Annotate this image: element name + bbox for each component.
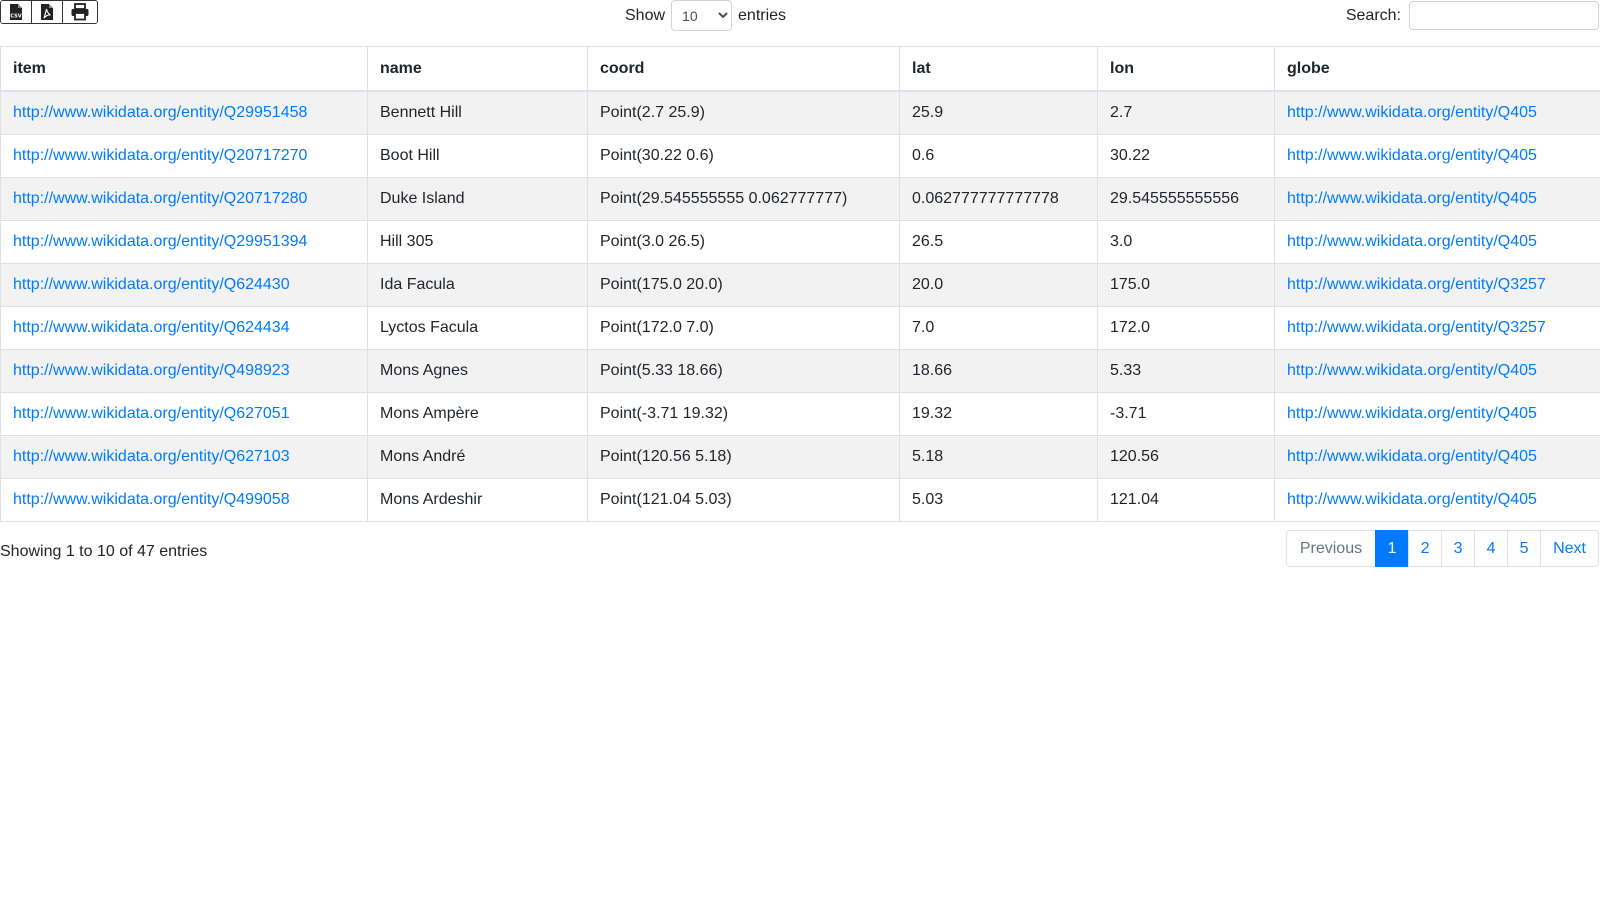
globe-cell — [1275, 91, 1600, 135]
item-cell — [1, 91, 368, 135]
name-cell: Mons Ardeshir — [368, 479, 588, 522]
globe-link[interactable]: http://www.wikidata.org/entity/Q405 — [1287, 405, 1537, 422]
item-cell — [1, 393, 368, 436]
lon-cell: 29.545555555556 — [1098, 178, 1275, 221]
table-row — [1, 307, 1600, 350]
item-cell — [1, 436, 368, 479]
coord-cell: Point(2.7 25.9) — [588, 91, 900, 135]
lat-cell: 0.062777777777778 — [900, 178, 1098, 221]
item-cell — [1, 221, 368, 264]
item-link[interactable]: http://www.wikidata.org/entity/Q498923 — [13, 362, 290, 379]
globe-link[interactable]: http://www.wikidata.org/entity/Q3257 — [1287, 319, 1546, 336]
lat-cell: 25.9 — [900, 91, 1098, 135]
globe-link[interactable]: http://www.wikidata.org/entity/Q405 — [1287, 362, 1537, 379]
name-cell: Hill 305 — [368, 221, 588, 264]
lat-cell: 5.18 — [900, 436, 1098, 479]
lat-cell: 18.66 — [900, 350, 1098, 393]
table-row — [1, 436, 1600, 479]
lon-cell: -3.71 — [1098, 393, 1275, 436]
top-toolbar — [0, 0, 1600, 34]
export-button-group — [0, 0, 98, 24]
file-csv-icon — [8, 3, 24, 21]
item-link[interactable]: http://www.wikidata.org/entity/Q29951394 — [13, 233, 308, 250]
name-cell: Ida Facula — [368, 264, 588, 307]
column-header-lat[interactable]: lat — [900, 47, 1098, 92]
item-link[interactable]: http://www.wikidata.org/entity/Q499058 — [13, 491, 290, 508]
page-length-select[interactable] — [671, 0, 732, 31]
item-link[interactable]: http://www.wikidata.org/entity/Q20717270 — [13, 147, 308, 164]
lat-cell: 26.5 — [900, 221, 1098, 264]
globe-link[interactable]: http://www.wikidata.org/entity/Q405 — [1287, 147, 1537, 164]
table-info-text: Showing 1 to 10 of 47 entries — [0, 543, 208, 560]
coord-cell: Point(121.04 5.03) — [588, 479, 900, 522]
coord-cell: Point(120.56 5.18) — [588, 436, 900, 479]
name-cell: Bennett Hill — [368, 91, 588, 135]
name-cell: Mons Ampère — [368, 393, 588, 436]
csv-export-button[interactable] — [1, 1, 32, 23]
file-pdf-icon — [39, 3, 55, 21]
coord-cell: Point(175.0 20.0) — [588, 264, 900, 307]
globe-cell — [1275, 178, 1600, 221]
lat-cell: 20.0 — [900, 264, 1098, 307]
column-header-lon[interactable]: lon — [1098, 47, 1275, 92]
lon-cell: 5.33 — [1098, 350, 1275, 393]
item-link[interactable]: http://www.wikidata.org/entity/Q624430 — [13, 276, 290, 293]
pdf-export-button[interactable] — [32, 1, 63, 23]
item-link[interactable]: http://www.wikidata.org/entity/Q20717280 — [13, 190, 308, 207]
name-cell: Mons Agnes — [368, 350, 588, 393]
item-cell — [1, 307, 368, 350]
pagination-page-5[interactable]: 5 — [1507, 530, 1541, 567]
globe-cell — [1275, 135, 1600, 178]
column-header-name[interactable]: name — [368, 47, 588, 92]
globe-link[interactable]: http://www.wikidata.org/entity/Q405 — [1287, 104, 1537, 121]
globe-cell — [1275, 479, 1600, 522]
table-row — [1, 350, 1600, 393]
coord-cell: Point(5.33 18.66) — [588, 350, 900, 393]
lon-cell: 30.22 — [1098, 135, 1275, 178]
entries-label: entries — [738, 6, 787, 24]
globe-link[interactable]: http://www.wikidata.org/entity/Q405 — [1287, 190, 1537, 207]
pagination-page-3[interactable]: 3 — [1441, 530, 1475, 567]
coord-cell: Point(29.545555555 0.062777777) — [588, 178, 900, 221]
lon-cell: 3.0 — [1098, 221, 1275, 264]
item-link[interactable]: http://www.wikidata.org/entity/Q624434 — [13, 319, 290, 336]
pagination-page-2[interactable]: 2 — [1408, 530, 1442, 567]
table-row — [1, 178, 1600, 221]
table-header-row — [1, 47, 1600, 92]
search-control — [1346, 0, 1599, 31]
pagination-page-4[interactable]: 4 — [1474, 530, 1508, 567]
item-cell — [1, 264, 368, 307]
coord-cell: Point(-3.71 19.32) — [588, 393, 900, 436]
pagination-page-1[interactable]: 1 — [1375, 530, 1409, 567]
globe-cell — [1275, 350, 1600, 393]
globe-cell — [1275, 307, 1600, 350]
globe-cell — [1275, 436, 1600, 479]
table-row — [1, 135, 1600, 178]
item-link[interactable]: http://www.wikidata.org/entity/Q627103 — [13, 448, 290, 465]
table-row — [1, 479, 1600, 522]
table-row — [1, 264, 1600, 307]
printer-icon — [70, 3, 90, 21]
results-table — [0, 46, 1600, 522]
lon-cell: 175.0 — [1098, 264, 1275, 307]
page-length-control — [625, 0, 786, 31]
column-header-globe[interactable]: globe — [1275, 47, 1600, 92]
pagination-previous-button[interactable]: Previous — [1286, 530, 1376, 567]
item-cell — [1, 479, 368, 522]
coord-cell: Point(3.0 26.5) — [588, 221, 900, 264]
table-row — [1, 221, 1600, 264]
name-cell: Lyctos Facula — [368, 307, 588, 350]
globe-link[interactable]: http://www.wikidata.org/entity/Q405 — [1287, 233, 1537, 250]
name-cell: Duke Island — [368, 178, 588, 221]
csv-icon-label: CSV — [10, 13, 22, 20]
globe-cell — [1275, 264, 1600, 307]
item-link[interactable]: http://www.wikidata.org/entity/Q627051 — [13, 405, 290, 422]
globe-link[interactable]: http://www.wikidata.org/entity/Q405 — [1287, 491, 1537, 508]
column-header-coord[interactable]: coord — [588, 47, 900, 92]
pagination-next-button[interactable]: Next — [1540, 530, 1599, 567]
name-cell: Boot Hill — [368, 135, 588, 178]
lon-cell: 172.0 — [1098, 307, 1275, 350]
table-row — [1, 393, 1600, 436]
item-cell — [1, 350, 368, 393]
globe-link[interactable]: http://www.wikidata.org/entity/Q405 — [1287, 448, 1537, 465]
pagination — [1287, 530, 1599, 567]
show-label: Show — [625, 6, 666, 24]
globe-cell — [1275, 393, 1600, 436]
coord-cell: Point(172.0 7.0) — [588, 307, 900, 350]
lat-cell: 0.6 — [900, 135, 1098, 178]
lat-cell: 7.0 — [900, 307, 1098, 350]
print-button[interactable] — [63, 1, 97, 23]
lat-cell: 5.03 — [900, 479, 1098, 522]
globe-link[interactable]: http://www.wikidata.org/entity/Q3257 — [1287, 276, 1546, 293]
coord-cell: Point(30.22 0.6) — [588, 135, 900, 178]
lon-cell: 2.7 — [1098, 91, 1275, 135]
lon-cell: 120.56 — [1098, 436, 1275, 479]
search-input[interactable] — [1409, 1, 1599, 30]
name-cell: Mons André — [368, 436, 588, 479]
search-label: Search: — [1345, 6, 1401, 24]
item-link[interactable]: http://www.wikidata.org/entity/Q29951458 — [13, 104, 308, 121]
lon-cell: 121.04 — [1098, 479, 1275, 522]
item-cell — [1, 135, 368, 178]
globe-cell — [1275, 221, 1600, 264]
item-cell — [1, 178, 368, 221]
table-row — [1, 91, 1600, 135]
column-header-item[interactable]: item — [1, 47, 368, 92]
lat-cell: 19.32 — [900, 393, 1098, 436]
